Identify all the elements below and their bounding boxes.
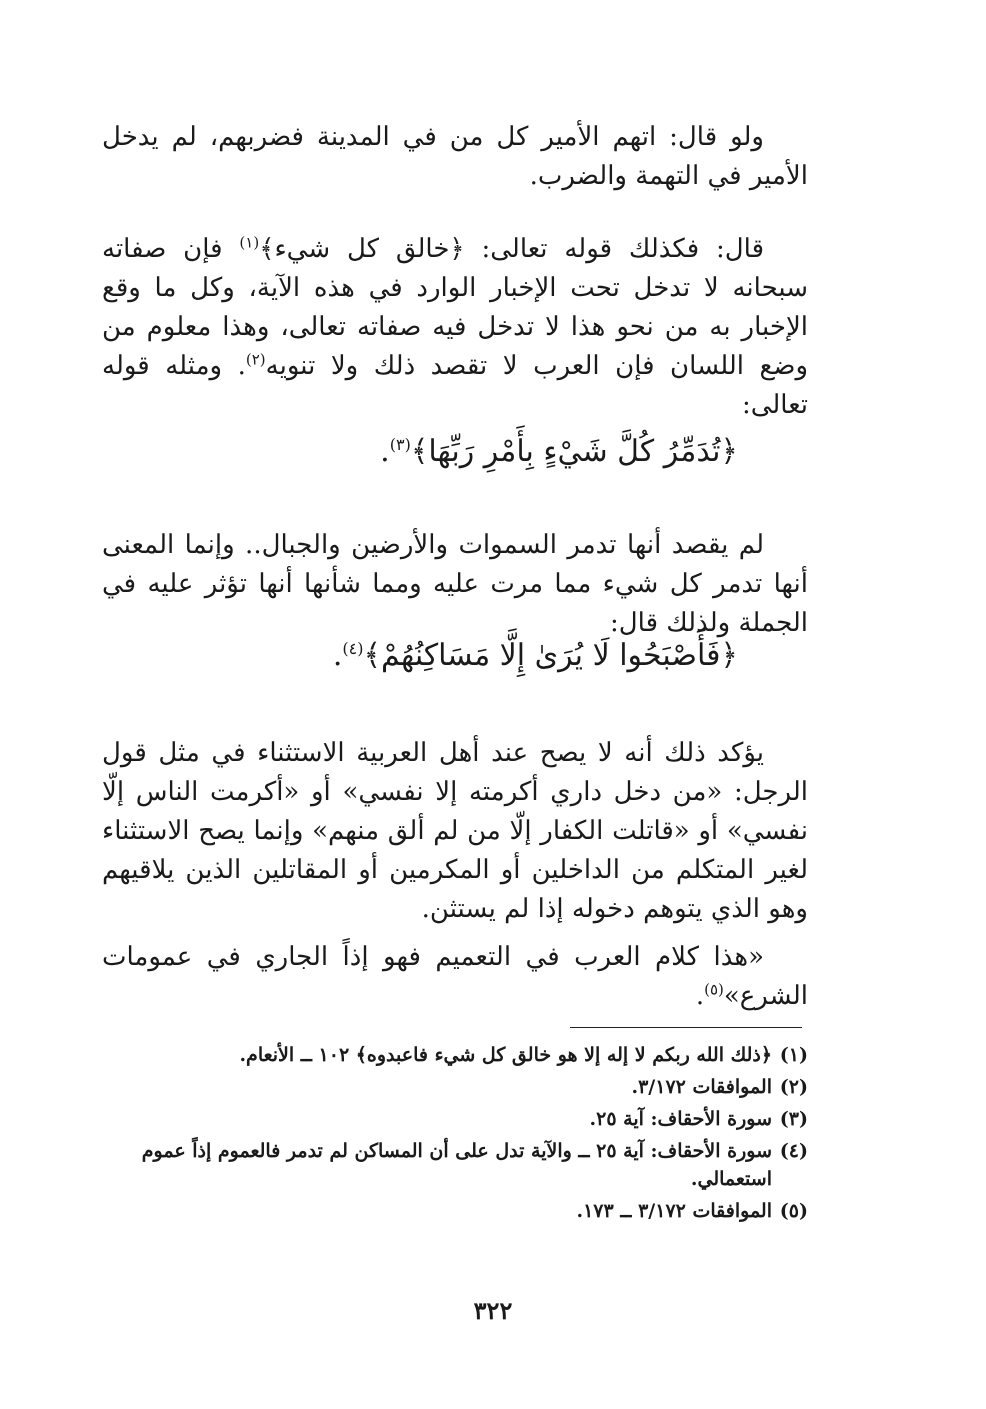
page-number: ٣٢٢ xyxy=(473,1296,513,1325)
quran-verse-2 xyxy=(333,636,738,676)
footnote-number: (٣) xyxy=(779,1108,808,1130)
paragraph-1-text: ولو قال: اتهم الأمير كل من في المدينة فضربهم، لم يدخل الأمير في التهمة والضرب. xyxy=(102,122,808,191)
footnote-number: (٢) xyxy=(779,1076,808,1098)
paragraph-2 xyxy=(102,230,808,425)
paragraph-5-end: . xyxy=(695,981,705,1011)
footnote-ref-1[interactable]: (١) xyxy=(239,233,260,252)
footnote-text: الموافقات ٣/١٧٢. xyxy=(631,1076,772,1098)
paragraph-3-text: لم يقصد أنها تدمر السموات والأرضين والجبال.. وإنما المعنى أنها تدمر كل شيء مما مرت عليه ومما شأنها أنها تؤثر عليه في الجملة ولذلك قال: xyxy=(102,530,808,638)
footnote-text: سورة الأحقاف: آية ٢٥. xyxy=(589,1108,772,1130)
footnote-ref-3[interactable]: (٣) xyxy=(389,435,411,454)
paragraph-5 xyxy=(102,938,808,1016)
verse-2-end: . xyxy=(332,638,343,673)
footnote-text-continuation: استعمالي. xyxy=(690,1168,772,1190)
verse-1-end: . xyxy=(380,434,390,469)
footnote-5 xyxy=(102,1197,808,1225)
footnote-3 xyxy=(102,1105,808,1133)
footnote-ref-5[interactable]: (٥) xyxy=(704,980,724,999)
paragraph-2-text-b: فإن صفاته سبحانه لا تدخل تحت الإخبار الوارد في هذه الآية، وكل ما وقع الإخبار به من نحو هذا لا تدخل فيه صفاته تعالى، وهذا معلوم من وضع اللسان فإن العرب لا تقصد ذلك ولا تنويه xyxy=(102,234,808,381)
footnote-1 xyxy=(102,1041,808,1069)
footnote-number: (١) xyxy=(779,1044,808,1066)
footnote-ref-4[interactable]: (٤) xyxy=(342,639,364,658)
paragraph-2-text-a: قال: فكذلك قوله تعالى: ﴿خالق كل شيء﴾ xyxy=(259,234,764,264)
footnotes xyxy=(102,1041,808,1229)
paragraph-2-text-c: . ومثله قوله تعالى: xyxy=(102,351,808,420)
footnote-2 xyxy=(102,1073,808,1101)
verse-1-text: ﴿تُدَمِّرُ كُلَّ شَيْءٍ بِأَمْرِ رَبِّهَا﴾ xyxy=(410,434,738,469)
footnote-divider xyxy=(570,1027,802,1028)
quran-verse-1 xyxy=(380,432,738,472)
paragraph-4-text: يؤكد ذلك أنه لا يصح عند أهل العربية الاستثناء في مثل قول الرجل: «من دخل داري أكرمته إلا نفسي» أو «أكرمت الناس إلّا نفسي» أو «قاتلت الكفار إلّا من لم ألق منهم» وإنما يصح الاستثناء لغير المتكلم من الداخلين أو المكرمين أو المقاتلين الذين يلاقيهم وهو الذي يتوهم دخوله إذا لم يستثن. xyxy=(102,738,808,924)
footnote-text: الموافقات ٣/١٧٢ ــ ١٧٣. xyxy=(576,1200,772,1222)
footnote-number: (٥) xyxy=(779,1200,808,1222)
paragraph-3 xyxy=(102,526,808,643)
footnote-number: (٤) xyxy=(779,1140,808,1162)
verse-2-text: ﴿فَأَصْبَحُوا لَا يُرَىٰ إِلَّا مَسَاكِنُهُمْ﴾ xyxy=(363,638,738,673)
footnote-text: سورة الأحقاف: آية ٢٥ ــ والآية تدل على أن المساكن لم تدمر فالعموم إذاً عموم xyxy=(141,1140,772,1162)
paragraph-4 xyxy=(102,734,808,929)
footnote-ref-2[interactable]: (٢) xyxy=(245,350,266,369)
footnote-4 xyxy=(102,1137,808,1193)
footnote-text: ﴿ذلك الله ربكم لا إله إلا هو خالق كل شيء فاعبدوه﴾ ١٠٢ ــ الأنعام. xyxy=(239,1044,772,1066)
paragraph-5-text: «هذا كلام العرب في التعميم فهو إذاً الجاري في عمومات الشرع» xyxy=(102,942,808,1011)
paragraph-1 xyxy=(102,118,808,196)
